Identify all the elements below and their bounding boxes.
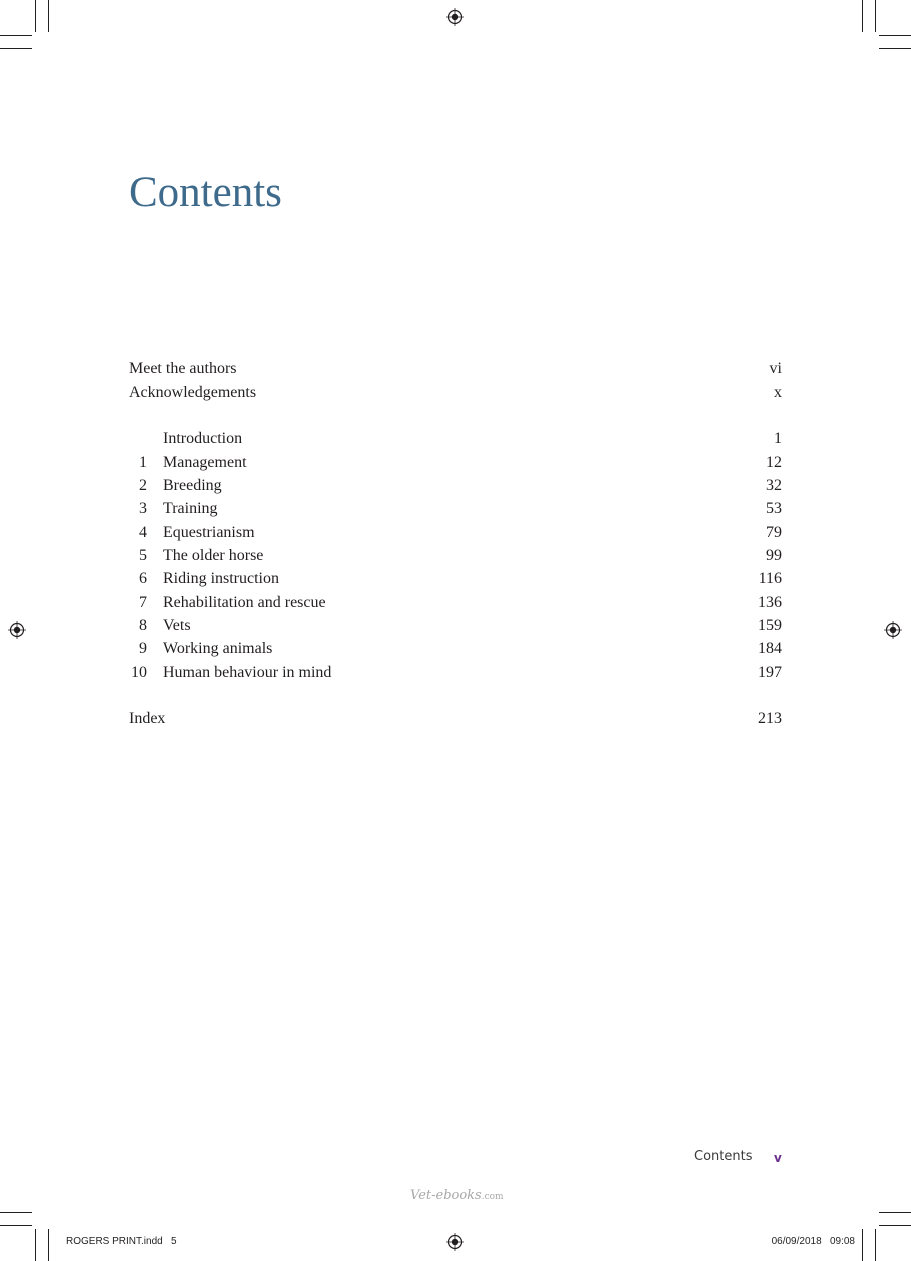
running-head: Contents <box>694 1149 753 1164</box>
page-number: v <box>774 1151 782 1165</box>
toc-entry-acknowledgements[interactable] <box>129 382 782 404</box>
registration-mark-icon <box>446 1233 464 1251</box>
toc-entry-label: Acknowledgements <box>129 384 257 401</box>
crop-mark <box>0 48 32 49</box>
toc-entry-page: 53 <box>766 500 782 517</box>
toc-entry-label: Index <box>129 710 166 727</box>
toc-entry-label: Equestrianism <box>163 524 255 541</box>
toc-entry-page: 136 <box>758 594 782 611</box>
registration-mark-icon <box>8 621 26 639</box>
toc-entry-page: x <box>774 384 782 401</box>
toc-entry-number: 4 <box>139 524 147 541</box>
toc-entry-number: 1 <box>139 454 147 471</box>
registration-mark-icon <box>884 621 902 639</box>
slug-filename: ROGERS PRINT.indd 5 <box>66 1236 177 1247</box>
toc-entry-page: 159 <box>758 617 782 634</box>
toc-entry-chapter-7[interactable] <box>129 592 782 614</box>
toc-entry-page: 32 <box>766 477 782 494</box>
toc-entry-number: 2 <box>139 477 147 494</box>
registration-mark-icon <box>446 8 464 26</box>
crop-mark <box>862 1229 863 1261</box>
crop-mark <box>35 1229 36 1261</box>
toc-entry-chapter-3[interactable] <box>129 498 782 520</box>
crop-mark <box>0 35 32 36</box>
toc-entry-label: Meet the authors <box>129 360 237 377</box>
crop-mark <box>879 1212 911 1213</box>
toc-entry-label: Breeding <box>163 477 222 494</box>
crop-mark <box>875 1229 876 1261</box>
crop-mark <box>48 1229 49 1261</box>
toc-entry-page: 184 <box>758 640 782 657</box>
crop-mark <box>879 1225 911 1226</box>
crop-mark <box>875 0 876 32</box>
toc-entry-chapter-4[interactable] <box>129 522 782 544</box>
toc-entry-chapter-6[interactable] <box>129 568 782 590</box>
toc-entry-chapter-1[interactable] <box>129 452 782 474</box>
toc-entry-introduction[interactable] <box>129 428 782 450</box>
toc-entry-meet-the-authors[interactable] <box>129 358 782 380</box>
toc-entry-chapter-10[interactable] <box>129 662 782 684</box>
crop-mark <box>35 0 36 32</box>
toc-entry-number: 8 <box>139 617 147 634</box>
toc-entry-page: 197 <box>758 664 782 681</box>
toc-entry-page: 12 <box>766 454 782 471</box>
crop-mark <box>48 0 49 32</box>
toc-entry-label: Rehabilitation and rescue <box>163 594 326 611</box>
toc-entry-label: Working animals <box>163 640 273 657</box>
toc-entry-number: 6 <box>139 570 147 587</box>
toc-entry-label: Riding instruction <box>163 570 279 587</box>
toc-entry-label: Vets <box>163 617 191 634</box>
crop-mark <box>879 35 911 36</box>
crop-mark <box>0 1212 32 1213</box>
watermark-text: Vet-ebooks <box>410 1188 482 1203</box>
crop-mark <box>879 48 911 49</box>
toc-entry-number: 10 <box>131 664 147 681</box>
toc-entry-label: The older horse <box>163 547 264 564</box>
toc-entry-number: 7 <box>139 594 147 611</box>
toc-entry-page: vi <box>769 360 782 377</box>
watermark <box>410 1188 504 1203</box>
toc-entry-chapter-8[interactable] <box>129 615 782 637</box>
crop-mark <box>862 0 863 32</box>
toc-entry-page: 1 <box>774 430 782 447</box>
toc-entry-chapter-9[interactable] <box>129 638 782 660</box>
toc-entry-number: 5 <box>139 547 147 564</box>
crop-mark <box>0 1225 32 1226</box>
slug-timestamp: 06/09/2018 09:08 <box>771 1236 855 1247</box>
toc-entry-number: 9 <box>139 640 147 657</box>
toc-entry-label: Management <box>163 454 247 471</box>
toc-entry-page: 99 <box>766 547 782 564</box>
toc-entry-number: 3 <box>139 500 147 517</box>
toc-entry-page: 116 <box>758 570 782 587</box>
toc-entry-page: 79 <box>766 524 782 541</box>
toc-entry-index[interactable] <box>129 708 782 730</box>
toc-entry-chapter-2[interactable] <box>129 475 782 497</box>
toc-entry-label: Introduction <box>163 430 243 447</box>
toc-entry-page: 213 <box>758 710 782 727</box>
page-title: Contents <box>129 169 282 216</box>
toc-entry-chapter-5[interactable] <box>129 545 782 567</box>
toc-entry-label: Human behaviour in mind <box>163 664 332 681</box>
watermark-suffix: .com <box>481 1192 504 1202</box>
toc-entry-label: Training <box>163 500 218 517</box>
